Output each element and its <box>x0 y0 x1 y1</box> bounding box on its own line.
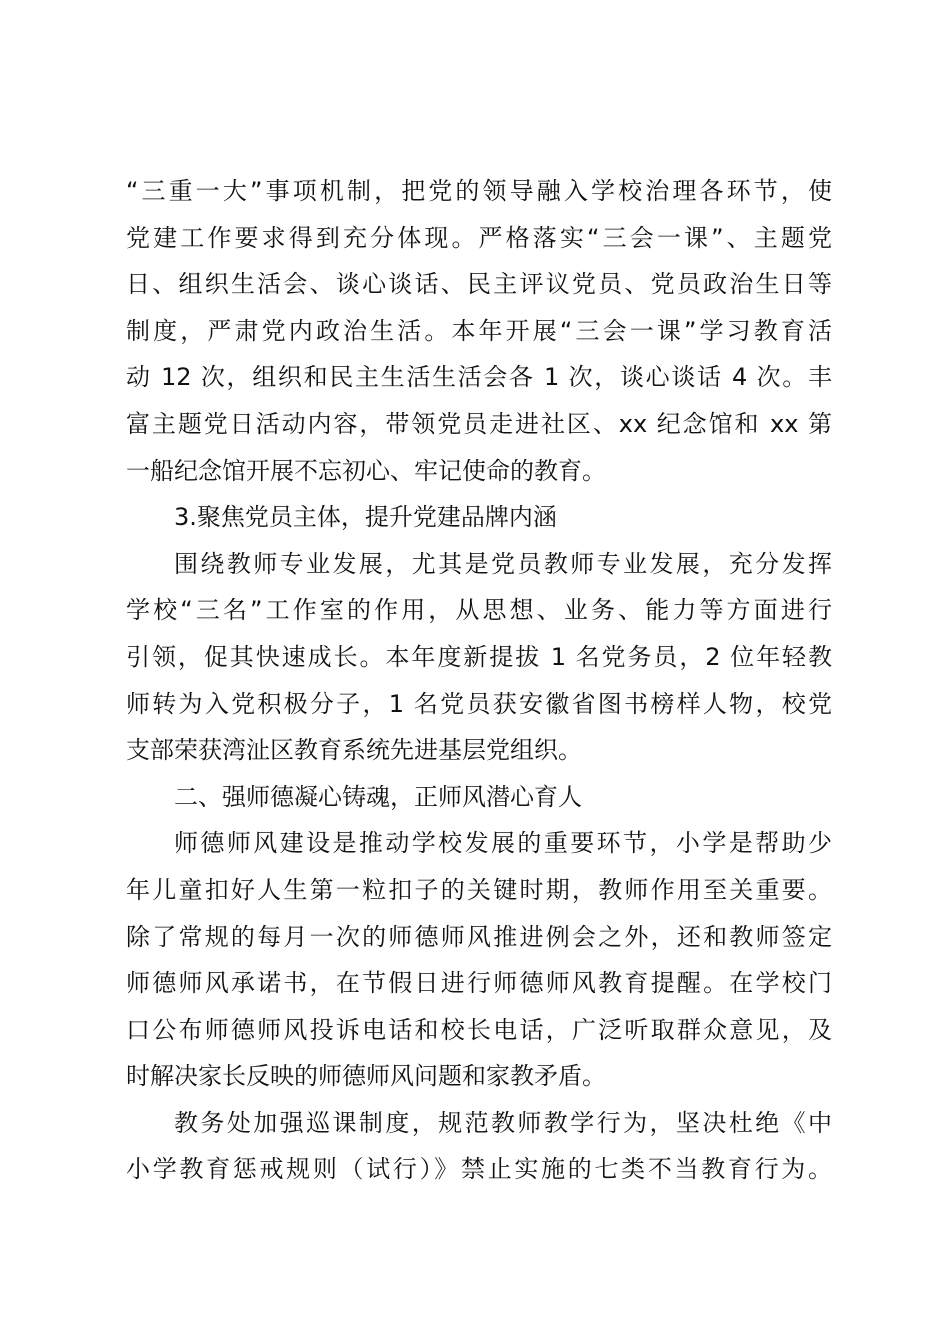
paragraph-line: 学校“三名”工作室的作用，从思想、业务、能力等方面进行 <box>126 596 832 625</box>
paragraph-line: “三重一大”事项机制，把党的领导融入学校治理各环节，使 <box>126 177 832 205</box>
paragraph-line: 动 12 次，组织和民主生活生活会各 1 次，谈心谈话 4 次。丰 <box>126 363 832 392</box>
paragraph-line: 富主题党日活动内容，带领党员走进社区、xx 纪念馆和 xx 第 <box>126 409 832 438</box>
paragraph-line: 时解决家长反映的师德师风问题和家教矛盾。 <box>126 1062 606 1091</box>
section-heading: 二、强师德凝心铸魂，正师风潜心育人 <box>174 782 582 811</box>
paragraph-line: 制度，严肃党内政治生活。本年开展“三会一课”学习教育活 <box>126 316 832 345</box>
paragraph-line: 教务处加强巡课制度，规范教师教学行为，坚决杜绝《中 <box>174 1108 832 1137</box>
paragraph-line: 口公布师德师风投诉电话和校长电话，广泛听取群众意见，及 <box>126 1015 832 1044</box>
paragraph-line: 日、组织生活会、谈心谈话、民主评议党员、党员政治生日等 <box>126 270 832 299</box>
paragraph-line: 师德师风建设是推动学校发展的重要环节，小学是帮助少 <box>174 829 832 858</box>
paragraph-line: 年儿童扣好人生第一粒扣子的关键时期，教师作用至关重要。 <box>126 875 832 904</box>
paragraph-line: 师转为入党积极分子，1 名党员获安徽省图书榜样人物，校党 <box>126 689 832 718</box>
paragraph-line: 小学教育惩戒规则（试行）》禁止实施的七类不当教育行为。 <box>126 1155 832 1184</box>
paragraph-line: 除了常规的每月一次的师德师风推进例会之外，还和教师签定 <box>126 922 832 951</box>
paragraph-line: 一船纪念馆开展不忘初心、牢记使命的教育。 <box>126 456 606 485</box>
document-body <box>126 168 832 1193</box>
paragraph-line: 党建工作要求得到充分体现。严格落实“三会一课”、主题党 <box>126 223 832 252</box>
paragraph-line: 引领，促其快速成长。本年度新提拔 1 名党务员，2 位年轻教 <box>126 642 832 671</box>
paragraph-line: 师德师风承诺书，在节假日进行师德师风教育提醒。在学校门 <box>126 969 832 998</box>
paragraph-line: 支部荣获湾沚区教育系统先进基层党组织。 <box>126 736 582 765</box>
paragraph-line: 围绕教师专业发展，尤其是党员教师专业发展，充分发挥 <box>174 549 832 578</box>
section-heading: 3.聚焦党员主体，提升党建品牌内涵 <box>174 503 557 532</box>
